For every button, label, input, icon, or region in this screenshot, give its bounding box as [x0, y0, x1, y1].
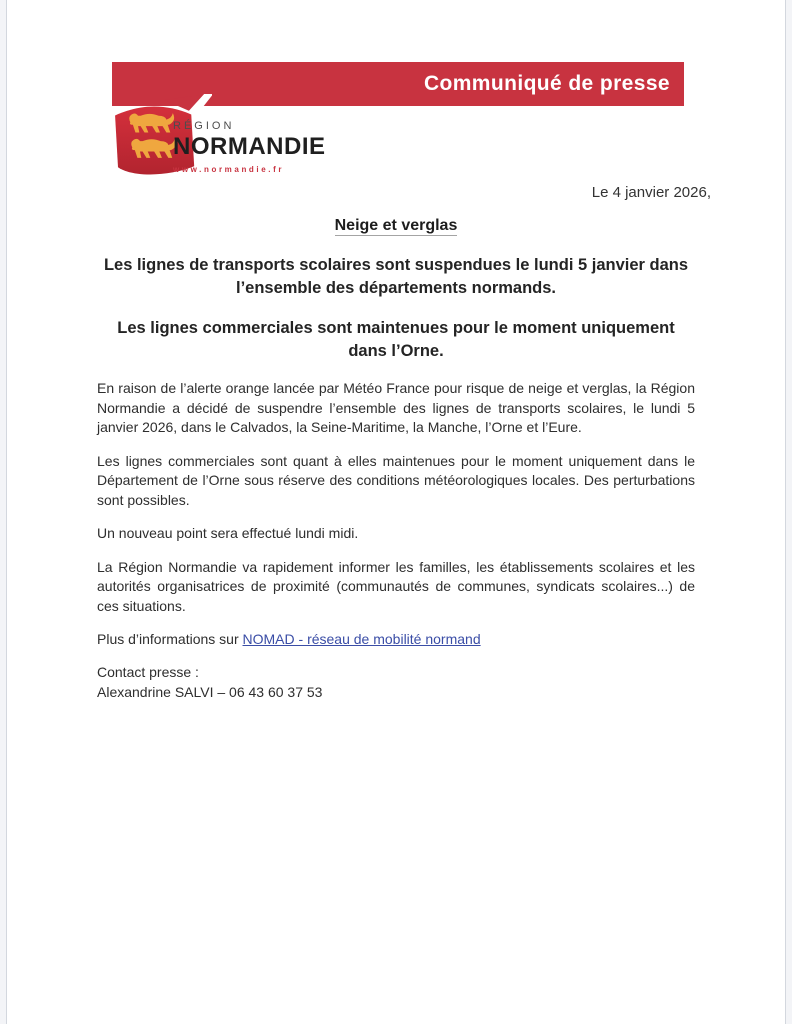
right-edge-band [785, 0, 792, 1024]
banner-title: Communiqué de presse [423, 72, 670, 95]
date-line: Le 4 janvier 2026, [591, 184, 711, 201]
left-edge-band [0, 0, 7, 1024]
headline-primary: Les lignes de transports scolaires sont suspendues le lundi 5 janvier dans l’ensemble des départements normands. [103, 256, 689, 297]
more-info-prefix: Plus d’informations sur [97, 631, 243, 647]
headline-secondary: Les lignes commerciales sont maintenues pour le moment uniquement dans l’Orne. [117, 319, 675, 360]
body-paragraph: Les lignes commerciales sont quant à elles maintenues pour le moment uniquement dans le Département de l’Orne sous réserve des conditions météorologiques locales. Des perturbations sont possibles. [97, 452, 695, 508]
region-normandie-logo [108, 92, 368, 184]
contact-block [97, 662, 695, 703]
subject-title-text: Neige et verglas [334, 217, 458, 234]
contact-label: Contact presse : [97, 663, 199, 680]
body-paragraph: La Région Normandie va rapidement informer les familles, les établissements scolaires et les autorités organisatrices de proximité (communautés de communes, syndicats scolaires...) de ces situations. [97, 558, 695, 614]
contact-person: Alexandrine SALVI – 06 43 60 37 53 [97, 684, 323, 700]
more-info-line [97, 630, 695, 650]
logo-region-label: RÉGION [173, 120, 235, 132]
body-paragraph: Un nouveau point sera effectué lundi midi. [97, 525, 359, 541]
press-release-body [97, 184, 711, 703]
logo-url: www.normandie.fr [173, 165, 285, 174]
subject-title [97, 217, 695, 235]
body-paragraph: En raison de l’alerte orange lancée par Météo France pour risque de neige et verglas, la Région Normandie a décidé de suspendre l’ensemble des lignes de transports scolaires, le lundi 5 janvier 2026, dans le Calvados, la Seine-Maritime, la Manche, l’Orne et l’Eure. [97, 380, 695, 435]
logo-name: NORMANDIE [173, 133, 326, 160]
nomad-link[interactable]: NOMAD - réseau de mobilité normand [242, 631, 481, 647]
logo-text-block [173, 120, 326, 174]
